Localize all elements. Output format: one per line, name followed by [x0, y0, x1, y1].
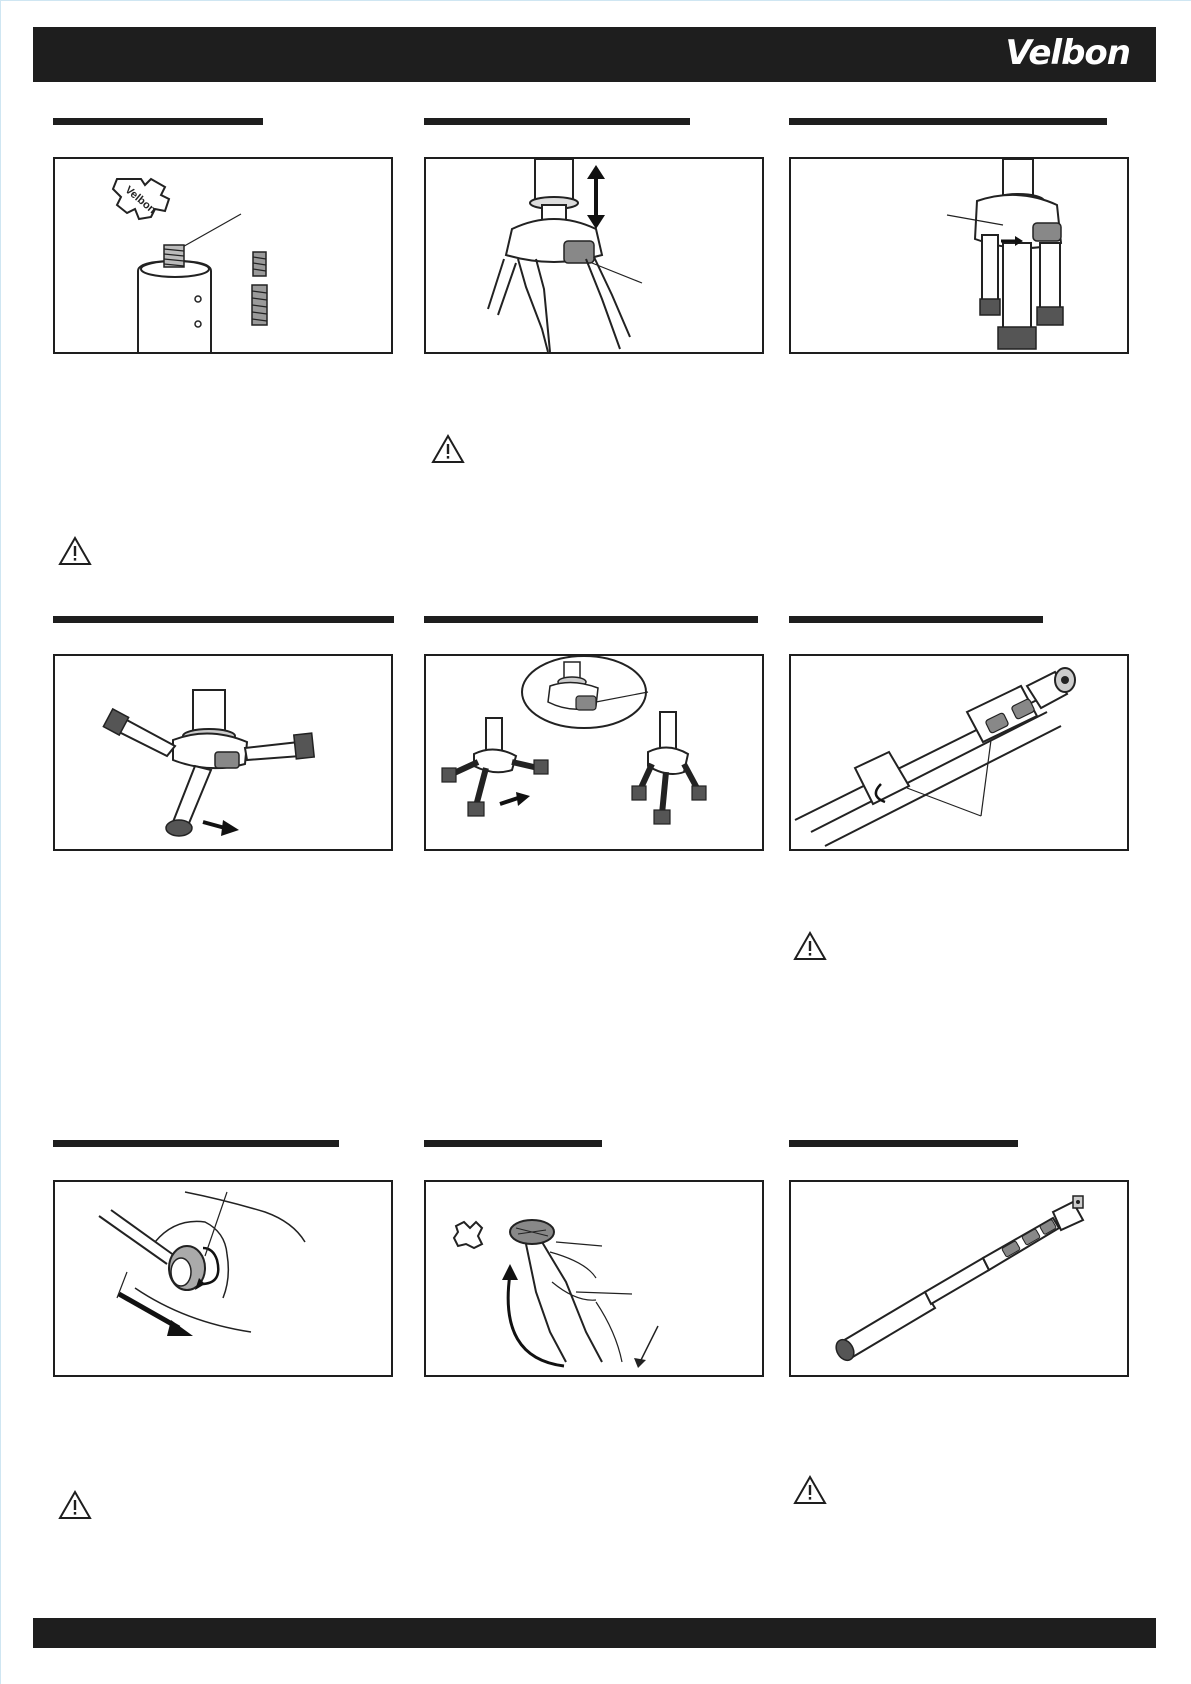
- section-rule-7: [53, 1140, 339, 1147]
- warning-triangle-icon: [431, 434, 465, 464]
- section-rule-3: [789, 118, 1107, 125]
- section-rule-5: [424, 616, 758, 623]
- strap-attach-illustration: [426, 1182, 762, 1375]
- figure-leg-spread: [53, 654, 393, 851]
- section-rule-8: [424, 1140, 602, 1147]
- warning-triangle-icon: [793, 931, 827, 961]
- section-rule-1: [53, 118, 263, 125]
- figure-leg-lock: [789, 157, 1129, 354]
- figure-center-column: [424, 157, 764, 354]
- warning-triangle-icon: [793, 1475, 827, 1505]
- section-rule-2: [424, 118, 690, 125]
- warning-triangle-icon: [58, 536, 92, 566]
- warning-triangle-icon: [58, 1490, 92, 1520]
- center-column-illustration: [426, 159, 762, 352]
- page-edge-line-top: [0, 0, 1191, 1]
- leg-angle-illustration: [426, 656, 762, 849]
- figure-strap-attach: [424, 1180, 764, 1377]
- section-rule-9: [789, 1140, 1018, 1147]
- section-rule-4: [53, 616, 394, 623]
- figure-knob-tighten: [53, 1180, 393, 1377]
- figure-leg-angle: [424, 654, 764, 851]
- leg-spread-illustration: [55, 656, 391, 849]
- screw-adapter-illustration: [55, 159, 391, 352]
- figure-monopod-conversion: [789, 654, 1129, 851]
- footer-bar: [33, 1618, 1156, 1648]
- figure-screw-adapter: [53, 157, 393, 354]
- monopod-conversion-illustration: [791, 656, 1127, 849]
- knob-tighten-illustration: [55, 1182, 391, 1375]
- section-rule-6: [789, 616, 1043, 623]
- monopod-illustration: [791, 1182, 1127, 1375]
- leg-lock-illustration: [791, 159, 1127, 352]
- figure-monopod: [789, 1180, 1129, 1377]
- wrench-brand-text: Velbon: [122, 183, 158, 217]
- page-edge-line: [0, 0, 1, 1684]
- velbon-logo: Velbon: [1005, 33, 1130, 73]
- header-bar: [33, 27, 1156, 82]
